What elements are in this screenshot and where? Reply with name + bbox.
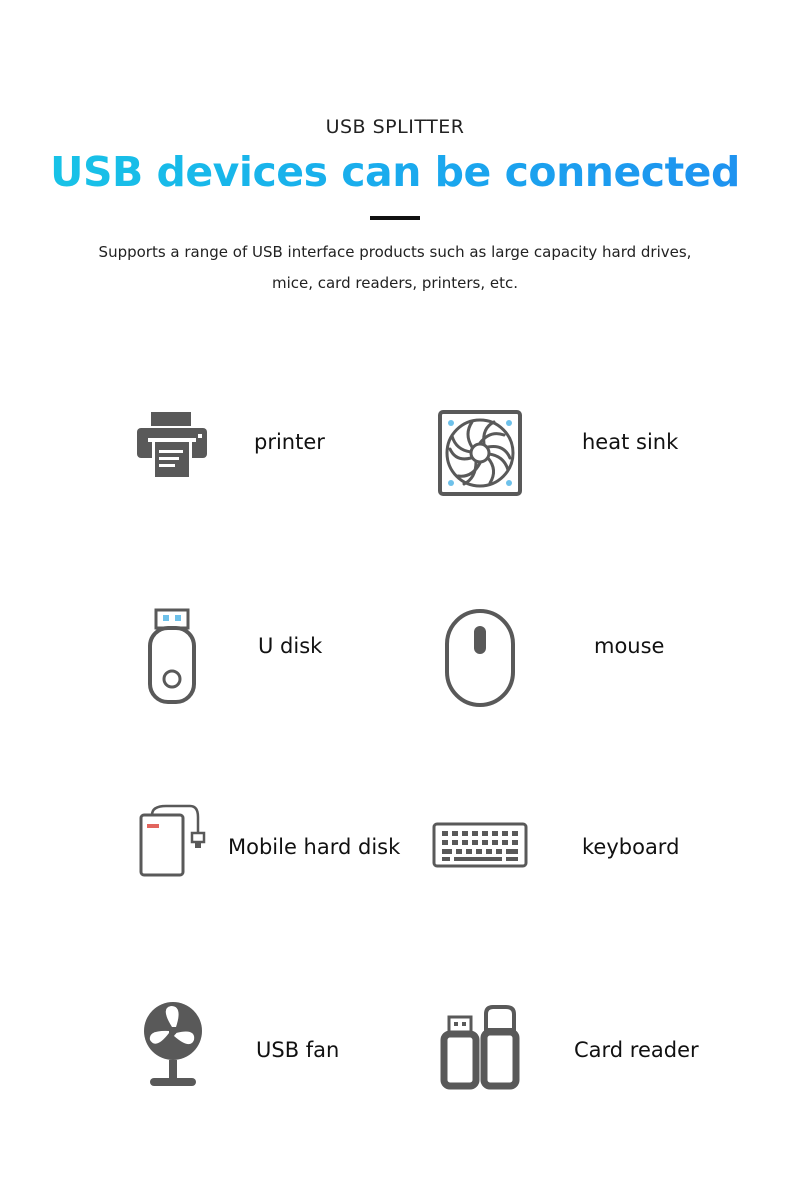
device-label-mouse: mouse xyxy=(594,634,665,658)
keyboard-icon xyxy=(432,822,528,868)
device-label-card-reader: Card reader xyxy=(574,1038,699,1062)
device-label-printer: printer xyxy=(254,430,325,454)
description: Supports a range of USB interface products such as large capacity hard drives, mice, card readers, printers, etc. xyxy=(98,243,692,292)
cooling-fan-icon xyxy=(438,410,522,496)
external-hard-drive-icon xyxy=(138,803,208,879)
card-reader-icon xyxy=(440,1004,520,1090)
usb-flash-drive-icon xyxy=(146,606,198,706)
device-label-usb-fan: USB fan xyxy=(256,1038,340,1062)
device-label-u-disk: U disk xyxy=(258,634,323,658)
device-label-keyboard: keyboard xyxy=(582,835,680,859)
desk-fan-icon xyxy=(138,998,208,1090)
headline: USB devices can be connected xyxy=(0,148,790,196)
divider xyxy=(370,216,420,220)
mouse-icon xyxy=(443,608,517,708)
device-label-mobile-hard-disk: Mobile hard disk xyxy=(228,835,401,859)
device-label-heat-sink: heat sink xyxy=(582,430,679,454)
eyebrow-text: USB SPLITTER xyxy=(325,116,465,138)
printer-icon xyxy=(134,410,210,482)
